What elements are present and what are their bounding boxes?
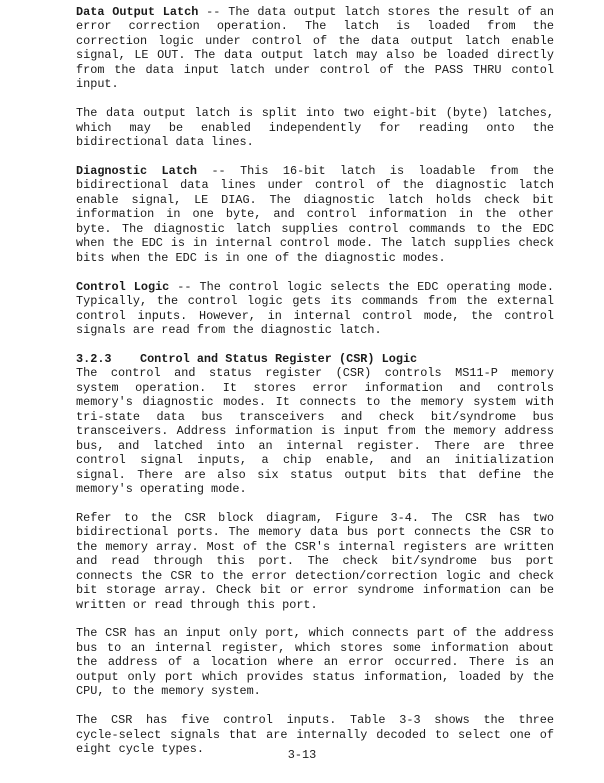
text-line: The data output latch is split into two eight-bit (byte) latches, [76, 106, 554, 121]
text-line: memory's diagnostic modes. It connects to the memory system with [76, 395, 554, 410]
text-line: connects the CSR to the error detection/correction logic and check [76, 568, 554, 583]
text-line: bidirectional data lines. [76, 135, 254, 150]
text-line: written or read through this port. [76, 597, 318, 612]
paragraph [76, 626, 554, 698]
paragraph-lead: Control Logic [76, 279, 170, 294]
text-line: bidirectional data lines under control of the diagnostic latch [76, 178, 554, 193]
paragraph-lead: Diagnostic Latch [76, 163, 198, 178]
text-line: system operation. It stores error information and controls [76, 380, 554, 395]
paragraph [76, 106, 554, 149]
paragraph-lead: Data Output Latch [76, 5, 199, 19]
line-text: -- This 16-bit latch is loadable from the [197, 163, 555, 178]
text-line: the memory array. Most of the CSR's internal registers are written [76, 539, 554, 554]
text-line: and read through this port. The check bit/syndrome bus port [76, 554, 554, 569]
text-line: information in one byte, and control information in the other [76, 207, 554, 222]
text-line: Typically, the control logic gets its commands from the external [76, 294, 554, 309]
text-line: Refer to the CSR block diagram, Figure 3-4. The CSR has two [76, 510, 554, 525]
text-line: memory's operating mode. [76, 481, 247, 496]
text-line: control signal inputs, a chip enable, and an initialization [76, 453, 554, 468]
text-line: bits when the EDC is in one of the diagnostic modes. [76, 250, 446, 265]
text-line: eight cycle types. [76, 742, 204, 757]
text-line: when the EDC is in internal control mode. The latch supplies check [76, 236, 554, 251]
text-line: the address of a location where an error occurred. There is an [76, 655, 554, 670]
paragraph [76, 280, 554, 338]
text-line: The CSR has an input only port, which connects part of the address [76, 626, 554, 641]
paragraph [76, 5, 554, 92]
paragraph-gap [76, 265, 554, 279]
section [76, 352, 554, 497]
line-text: -- The control logic selects the EDC operating mode. [169, 279, 554, 294]
text-line: bus, and latched into an internal register. There are three [76, 438, 554, 453]
page-number: 3-13 [287, 748, 317, 762]
text-line: signal, LE OUT. The data output latch may also be loaded directly [76, 48, 554, 63]
text-line [76, 5, 554, 19]
paragraph [76, 164, 554, 265]
text-line: enable signal, LE DIAG. The diagnostic latch holds check bit [76, 192, 554, 207]
text-line: output only port which provides status information, loaded by the [76, 669, 554, 684]
text-line: input. [76, 77, 119, 92]
text-line: The CSR has five control inputs. Table 3-3 shows the three [76, 713, 554, 728]
document-body [76, 5, 554, 757]
paragraph-gap [76, 699, 554, 713]
text-line: bit storage array. Check bit or error syndrome information can be [76, 583, 554, 598]
text-line [76, 280, 554, 294]
text-line: which may be enabled independently for reading onto the [76, 120, 554, 135]
text-line: bidirectional ports. The memory data bus port connects the CSR to [76, 525, 554, 540]
text-line: correction logic under control of the data output latch enable [76, 33, 554, 48]
text-line: signal. There are also six status output bits that define the [76, 467, 554, 482]
text-line: tri-state data bus transceivers and check bit/syndrome bus [76, 409, 554, 424]
text-line: bus to an internal register, which stores some information about [76, 640, 554, 655]
text-line: control inputs. However, in internal control mode, the control [76, 308, 554, 323]
text-line: from the data input latch under control of the PASS THRU contol [76, 62, 554, 77]
paragraph [76, 511, 554, 612]
text-line: cycle-select signals that are internally decoded to select one of [76, 727, 554, 742]
paragraph-gap [76, 337, 554, 351]
text-line [76, 164, 554, 178]
text-line: error correction operation. The latch is loaded from the [76, 19, 554, 34]
paragraph-gap [76, 496, 554, 510]
text-line: The control and status register (CSR) controls MS11-P memory [76, 366, 554, 381]
text-line: CPU, to the memory system. [76, 684, 261, 699]
text-line: transceivers. Address information is input from the memory address [76, 424, 554, 439]
paragraph-gap [76, 92, 554, 106]
text-line: byte. The diagnostic latch supplies control commands to the EDC [76, 221, 554, 236]
section-heading: 3.2.3 Control and Status Register (CSR) Logic [76, 351, 418, 366]
paragraph-gap [76, 612, 554, 626]
paragraph-gap [76, 150, 554, 164]
line-text: -- The data output latch stores the result of an [198, 5, 554, 19]
text-line: signals are read from the diagnostic latch. [76, 322, 382, 337]
